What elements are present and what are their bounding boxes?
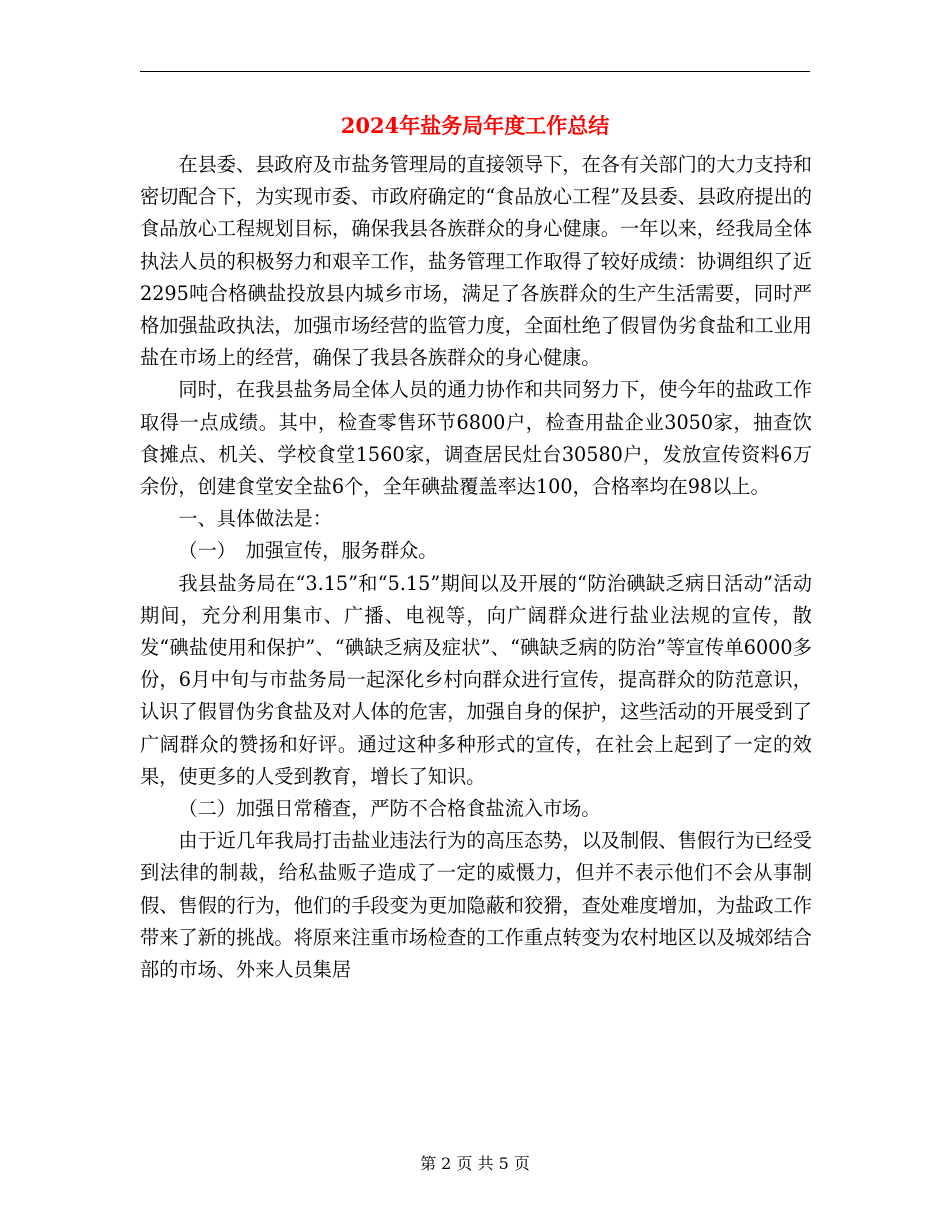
intro-paragraph: 在县委、县政府及市盐务管理局的直接领导下，在各有关部门的大力支持和密切配合下，为实现市委、市政府确定的“食品放心工程”及县委、县政府提出的食品放心工程规划目标，确保我县各族群众的身心健康。一年以来，经我局全体执法人员的积极努力和艰辛工作，盐务管理工作取得了较好成绩：协调组织了近2295吨合格碘盐投放县内城乡市场，满足了各族群众的生产生活需要，同时严格加强盐政执法，加强市场经营的监管力度，全面杜绝了假冒伪劣食盐和工业用盐在市场上的经营，确保了我县各族群众的身心健康。 bbox=[140, 153, 812, 370]
page-footer: 第 2 页 共 5 页 bbox=[420, 1154, 530, 1173]
achievements-paragraph: 同时，在我县盐务局全体人员的通力协作和共同努力下，使今年的盐政工作取得一点成绩。其中，检查零售环节6800户，检查用盐企业3050家，抽查饮食摊点、机关、学校食堂1560家，调查居民灶台30580户，发放宣传资料6万余份，创建食堂安全盐6个，全年碘盐覆盖率达100，合格率均在98以上。 bbox=[140, 378, 812, 499]
section-heading-methods: 一、具体做法是： bbox=[178, 507, 332, 531]
publicity-paragraph: 我县盐务局在“3.15”和“5.15”期间以及开展的“防治碘缺乏病日活动”活动期间，充分利用集市、广播、电视等，向广阔群众进行盐业法规的宣传，散发“碘盐使用和保护”、“碘缺乏病及症状”、“碘缺乏病的防治”等宣传单6000多份，6月中旬与市盐务局一起深化乡村向群众进行宣传，提高群众的防范意识，认识了假冒伪劣食盐及对人体的危害，加强自身的保护，这些活动的开展受到了广阔群众的赞扬和好评。通过这种多种形式的宣传，在社会上起到了一定的效果，使更多的人受到教育，增长了知识。 bbox=[140, 571, 812, 788]
header-rule bbox=[140, 71, 810, 72]
inspection-paragraph: 由于近几年我局打击盐业违法行为的高压态势，以及制假、售假行为已经受到法律的制裁，给私盐贩子造成了一定的威慑力，但并不表示他们不会从事制假、售假的行为，他们的手段变为更加隐蔽和狡猾，查处难度增加，为盐政工作带来了新的挑战。将原来注重市场检查的工作重点转变为农村地区以及城郊结合部的市场、外来人员集居 bbox=[140, 829, 812, 982]
page-title: 2024年盐务局年度工作总结 bbox=[340, 113, 610, 138]
subheading-publicity: （一） 加强宣传，服务群众。 bbox=[178, 539, 438, 563]
subheading-inspection: （二）加强日常稽查，严防不合格食盐流入市场。 bbox=[178, 797, 601, 821]
document-body bbox=[140, 149, 812, 986]
